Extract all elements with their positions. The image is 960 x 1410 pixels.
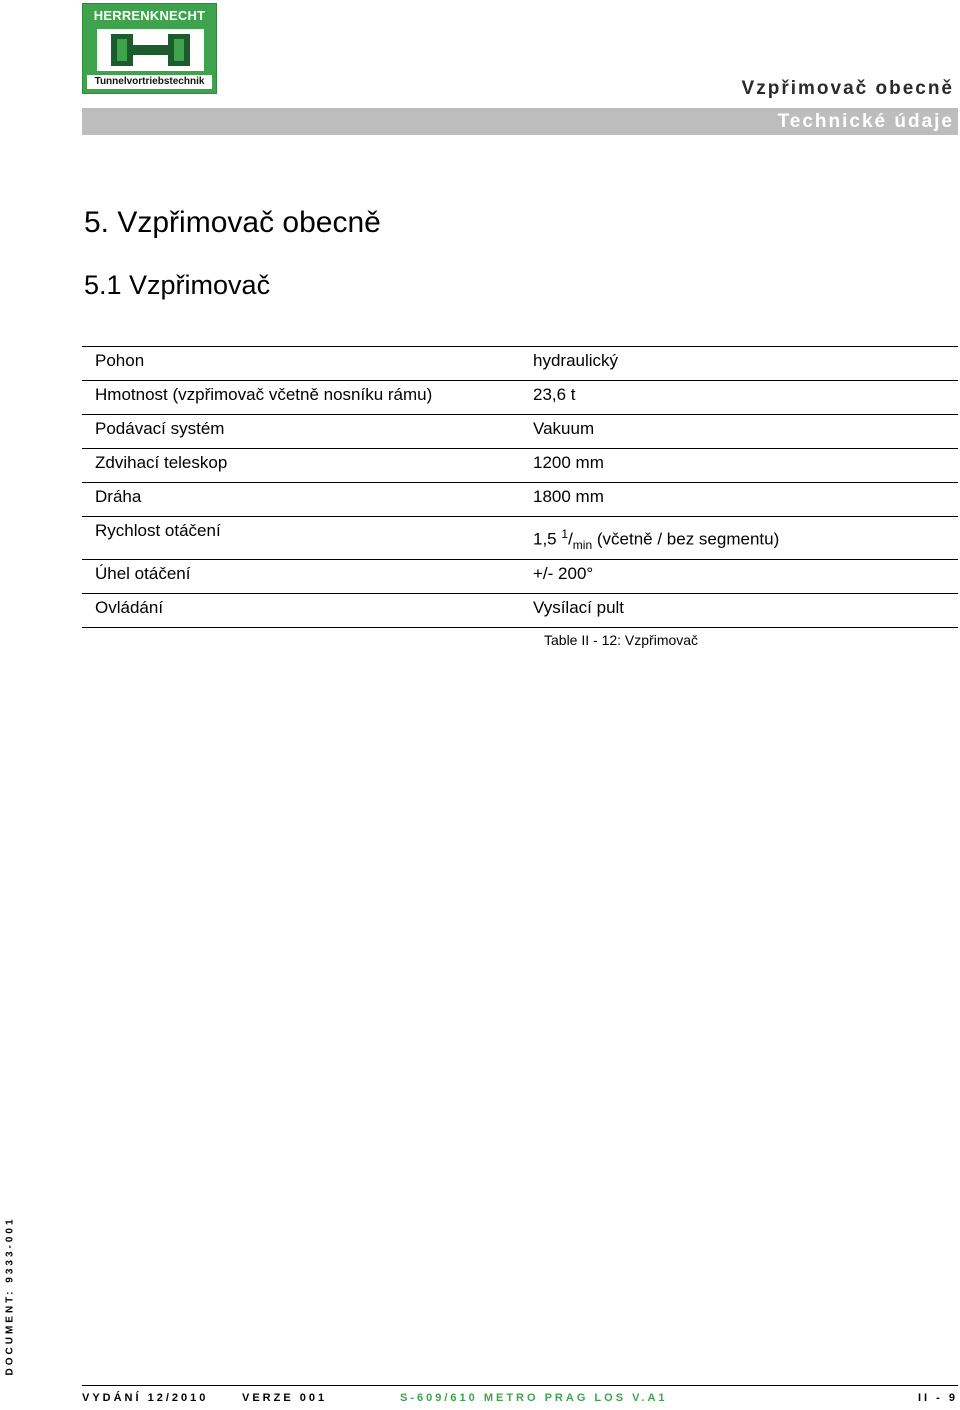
table-row: [82, 483, 958, 516]
logo-h-mark-icon: [93, 26, 208, 74]
row-label: Pohon: [95, 351, 145, 370]
row-value: 1800 mm: [533, 487, 604, 506]
header-title: Vzpřimovač obecně: [741, 78, 954, 99]
footer-version: VERZE 001: [242, 1392, 328, 1404]
speed-note: (včetně / bez segmentu): [596, 529, 780, 549]
table-row: [82, 347, 958, 381]
row-value: +/- 200°: [533, 564, 594, 583]
row-value: hydraulický: [533, 351, 619, 370]
row-label: Úhel otáčení: [95, 564, 191, 583]
speed-unit-numerator: 1: [561, 527, 569, 541]
row-label: Dráha: [95, 487, 142, 506]
footer-divider: [82, 1385, 958, 1386]
table-row: [82, 594, 958, 628]
row-label: Ovládání: [95, 598, 164, 617]
speed-value: 1,5: [533, 529, 557, 549]
row-label: Rychlost otáčení: [95, 521, 221, 540]
section-heading: 5. Vzpřimovač obecně: [84, 206, 381, 239]
document-id: DOCUMENT: 9333-001: [4, 1216, 16, 1376]
footer-page-number: II - 9: [917, 1392, 958, 1404]
table-row: [82, 560, 958, 594]
footer-project: S-609/610 METRO PRAG LOS V.A1: [400, 1392, 668, 1404]
table-row: [82, 381, 958, 415]
speed-unit-slash: /: [568, 529, 573, 549]
row-label: Zdvihací teleskop: [95, 453, 228, 472]
table-caption: Table II - 12: Vzpřimovač: [544, 632, 699, 648]
row-value: Vysílací pult: [533, 598, 625, 617]
row-label: Hmotnost (vzpřimovač včetně nosníku rámu): [95, 385, 433, 404]
row-label: Podávací systém: [95, 419, 225, 438]
header-subtitle: Technické údaje: [777, 111, 954, 132]
row-value: 1200 mm: [533, 453, 604, 472]
table-row: [82, 448, 958, 483]
table-row: [82, 516, 958, 560]
table-row: [82, 415, 958, 448]
logo-brand-text: HERRENKNECHT: [93, 8, 206, 23]
row-value: 23,6 t: [533, 385, 576, 404]
speed-unit-denominator: min: [572, 538, 593, 553]
spec-table: [82, 346, 958, 628]
footer-issue: VYDÁNÍ 12/2010: [82, 1392, 209, 1404]
row-value-rotation-speed: [533, 527, 779, 552]
subsection-heading: 5.1 Vzpřimovač: [84, 270, 271, 300]
row-value: Vakuum: [533, 419, 595, 438]
company-logo: [82, 3, 217, 94]
logo-subtitle: Tunnelvortriebstechnik: [87, 75, 212, 89]
